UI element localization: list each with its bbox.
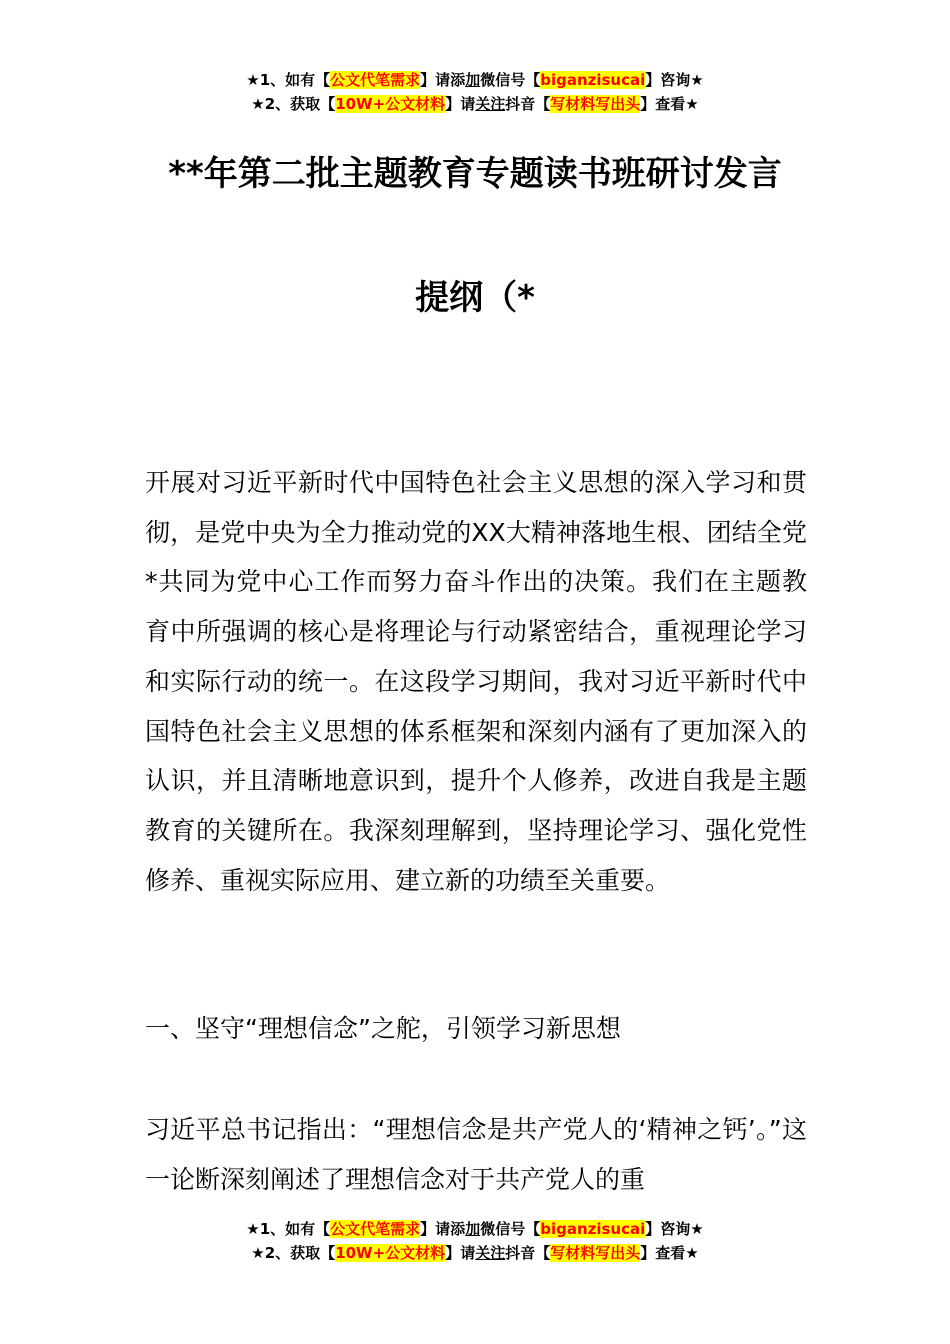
paragraph-intro: 开展对习近平新时代中国特色社会主义思想的深入学习和贯彻，是党中央为全力推动党的XX大精神落地生根、团结全党*共同为党中心工作而努力奋斗作出的决策。我们在主题教育中所强调的核心是将理论与行动紧密结合，重视理论学习和实际行动的统一。在这段学习期间，我对习近平新时代中国特色社会主义思想的体系框架和深刻内涵有了更加深入的认识，并且清晰地意识到，提升个人修养，改进自我是主题教育的关键所在。我深刻理解到，坚持理论学习、强化党性修养、重视实际应用、建立新的功绩至关重要。 (145, 468, 807, 895)
highlight-douyin-id: 写材料写出头 (550, 95, 641, 113)
banner-text: ★1、如有【 (246, 71, 331, 89)
banner-text: 微信号【 (480, 71, 541, 89)
banner-underline-text: 关注 (475, 95, 506, 113)
banner-text: 】查看★ (640, 95, 699, 113)
banner-text: 】请添 (420, 71, 466, 89)
banner-line-1 (0, 68, 950, 92)
banner-text: 微信号【 (480, 1220, 541, 1238)
banner-underline-text: 关注 (475, 1244, 506, 1262)
banner-line-1 (0, 1217, 950, 1241)
banner-text: 抖音【 (505, 95, 551, 113)
highlight-materials: 10W+公文材料 (335, 1244, 446, 1262)
banner-text: ★1、如有【 (246, 1220, 331, 1238)
document-title-line-1: **年第二批主题教育专题读书班研讨发言 (168, 154, 782, 194)
paragraph-section-1: 习近平总书记指出：“理想信念是共产党人的‘精神之钙’。”这一论断深刻阐述了理想信念对于共产党人的重 (145, 1115, 807, 1194)
banner-text: 】查看★ (640, 1244, 699, 1262)
banner-underline-text: 加 (465, 71, 481, 89)
highlight-douyin-id: 写材料写出头 (550, 1244, 641, 1262)
banner-text: 】请 (445, 95, 476, 113)
banner-line-2 (0, 92, 950, 116)
footer-banner (0, 1217, 950, 1265)
highlight-service: 公文代笔需求 (330, 1220, 421, 1238)
banner-text: 】请添 (420, 1220, 466, 1238)
banner-text: ★2、获取【 (251, 1244, 336, 1262)
banner-text: 抖音【 (505, 1244, 551, 1262)
section-heading-1: 一、坚守“理想信念”之舵，引领学习新思想 (145, 1014, 621, 1043)
document-title-line-2: 提纲（* (415, 278, 535, 318)
highlight-service: 公文代笔需求 (330, 71, 421, 89)
highlight-wechat-id: biganzisucai (540, 71, 646, 89)
banner-text: 】咨询★ (645, 71, 704, 89)
banner-text: 】请 (445, 1244, 476, 1262)
banner-text: ★2、获取【 (251, 95, 336, 113)
header-banner (0, 68, 950, 116)
banner-line-2 (0, 1241, 950, 1265)
banner-text: 】咨询★ (645, 1220, 704, 1238)
banner-underline-text: 加 (465, 1220, 481, 1238)
highlight-materials: 10W+公文材料 (335, 95, 446, 113)
highlight-wechat-id: biganzisucai (540, 1220, 646, 1238)
